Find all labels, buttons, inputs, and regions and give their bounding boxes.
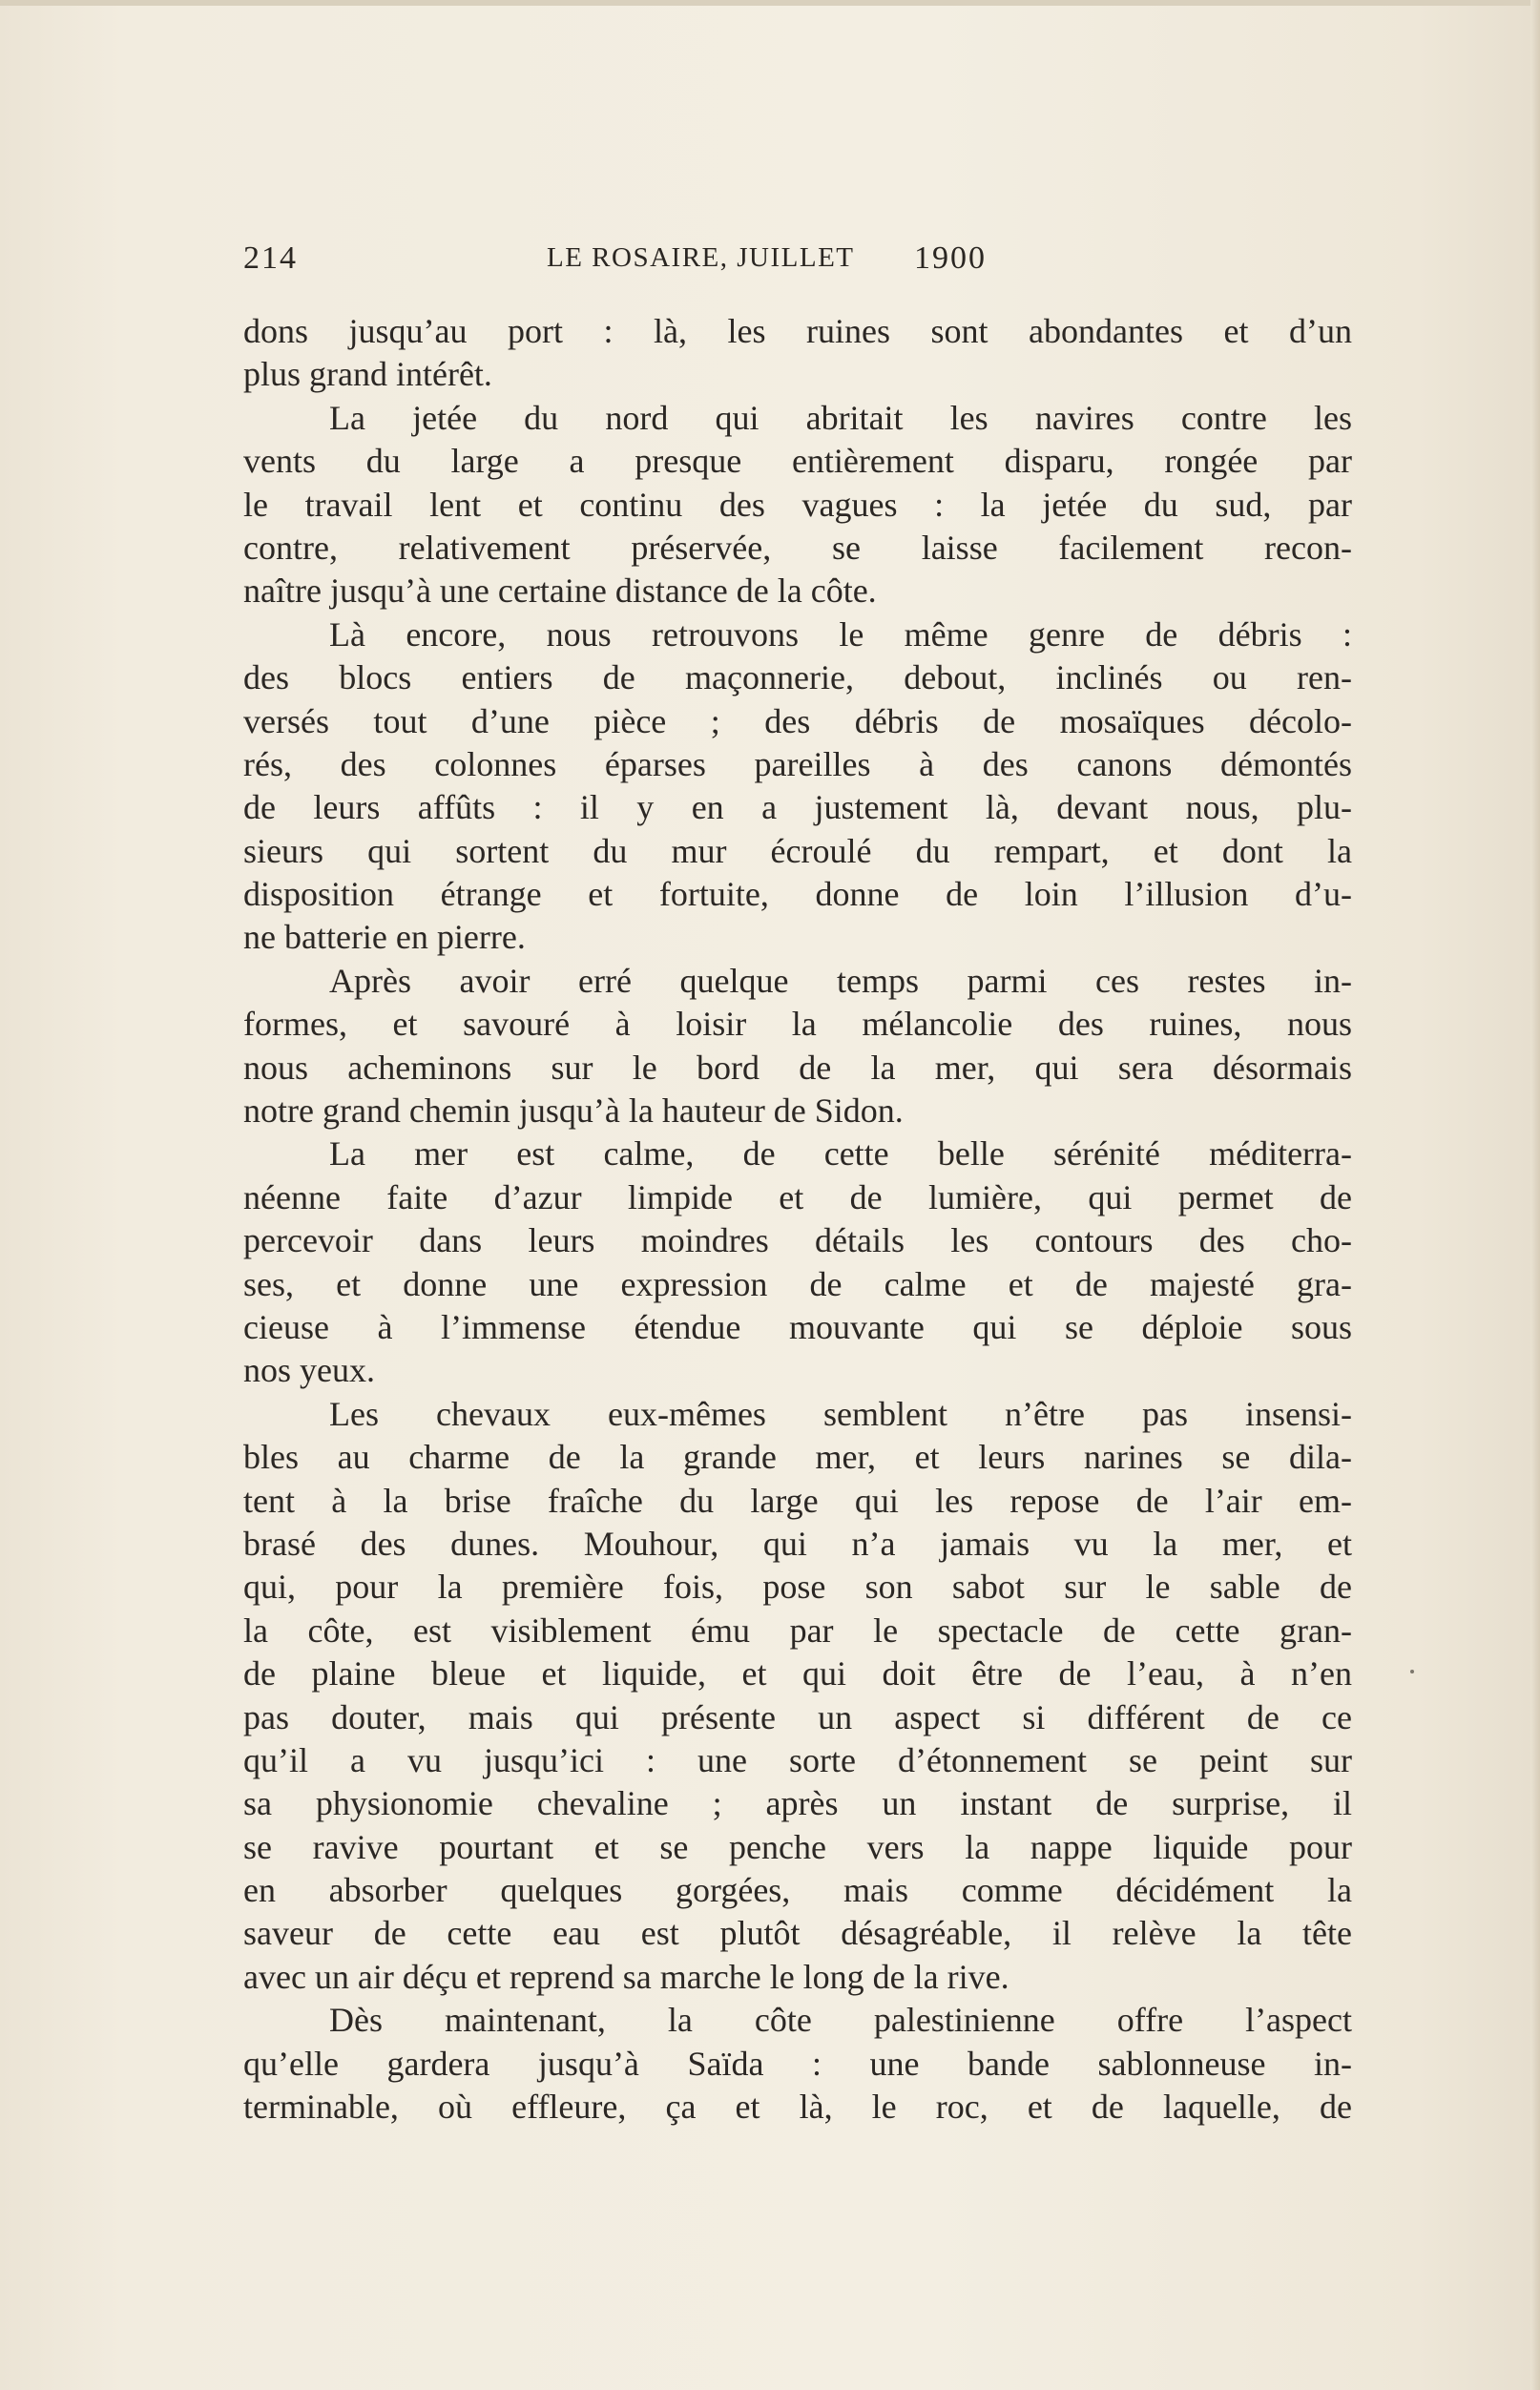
text-line: rés, des colonnes éparses pareilles à des canons démontés [243, 744, 1352, 783]
text-line: terminable, où effleure, ça et là, le roc, et de laquelle, de [243, 2088, 1352, 2127]
text-line: ne batterie en pierre. [243, 918, 526, 957]
running-header [243, 240, 1026, 282]
text-line: sieurs qui sortent du mur écroulé du rempart, et dont la [243, 831, 1352, 870]
text-line: notre grand chemin jusqu’à la hauteur de Sidon. [243, 1091, 904, 1131]
text-line: versés tout d’une pièce ; des débris de mosaïques décolo- [243, 701, 1352, 740]
text-line: disposition étrange et fortuite, donne de loin l’illusion d’u- [243, 875, 1352, 914]
text-line: tent à la brise fraîche du large qui les repose de l’air em- [243, 1481, 1352, 1520]
text-line: ses, et donne une expression de calme et de majesté gra- [243, 1264, 1352, 1303]
text-line: cieuse à l’immense étendue mouvante qui se déploie sous [243, 1307, 1352, 1346]
text-line: Dès maintenant, la côte palestinienne offre l’aspect [329, 2001, 1352, 2040]
running-title: LE ROSAIRE, JUILLET [547, 242, 855, 273]
text-line: Les chevaux eux-mêmes semblent n’être pas insensi- [329, 1394, 1352, 1433]
paper-speck [1410, 1670, 1414, 1673]
text-line: nos yeux. [243, 1351, 375, 1390]
page-top-edge [0, 0, 1540, 6]
text-line: se ravive pourtant et se penche vers la nappe liquide pour [243, 1827, 1352, 1866]
page-right-edge [1530, 0, 1540, 2390]
text-line: vents du large a presque entièrement disparu, rongée par [243, 442, 1352, 481]
text-line: la côte, est visiblement ému par le spectacle de cette gran- [243, 1611, 1352, 1650]
text-line: La mer est calme, de cette belle sérénité méditerra- [329, 1134, 1352, 1174]
text-line: qu’elle gardera jusqu’à Saïda : une bande sablonneuse in- [243, 2044, 1352, 2083]
text-line: brasé des dunes. Mouhour, qui n’a jamais vu la mer, et [243, 1524, 1352, 1563]
text-line: formes, et savouré à loisir la mélancolie des ruines, nous [243, 1005, 1352, 1044]
text-line: saveur de cette eau est plutôt désagréable, il relève la tête [243, 1914, 1352, 1953]
text-line: contre, relativement préservée, se laisse facilement recon- [243, 528, 1352, 567]
text-line: le travail lent et continu des vagues : la jetée du sud, par [243, 485, 1352, 524]
text-line: de plaine bleue et liquide, et qui doit être de l’eau, à n’en [243, 1654, 1352, 1694]
running-year: 1900 [914, 240, 987, 276]
text-line: qu’il a vu jusqu’ici : une sorte d’étonnement se peint sur [243, 1740, 1352, 1779]
text-line: des blocs entiers de maçonnerie, debout, inclinés ou ren- [243, 658, 1352, 697]
text-line: en absorber quelques gorgées, mais comme décidément la [243, 1871, 1352, 1910]
text-line: percevoir dans leurs moindres détails les contours des cho- [243, 1221, 1352, 1260]
text-line: plus grand intérêt. [243, 355, 492, 394]
text-line: pas douter, mais qui présente un aspect si différent de ce [243, 1697, 1352, 1736]
text-line: bles au charme de la grande mer, et leurs narines se dila- [243, 1438, 1352, 1477]
body-text [243, 310, 1352, 2129]
text-line: néenne faite d’azur limpide et de lumière, qui permet de [243, 1177, 1352, 1216]
text-line: dons jusqu’au port : là, les ruines sont abondantes et d’un [243, 312, 1352, 350]
text-line: Là encore, nous retrouvons le même genre de débris : [329, 614, 1352, 654]
text-line: avec un air déçu et reprend sa marche le long de la rive. [243, 1957, 1009, 1996]
text-line: naître jusqu’à une certaine distance de la côte. [243, 572, 877, 611]
text-line: La jetée du nord qui abritait les navires contre les [329, 398, 1352, 437]
text-line: nous acheminons sur le bord de la mer, qui sera désormais [243, 1048, 1352, 1087]
text-line: Après avoir erré quelque temps parmi ces restes in- [329, 961, 1352, 1000]
page-number: 214 [243, 240, 298, 276]
text-line: de leurs affûts : il y en a justement là, devant nous, plu- [243, 788, 1352, 827]
text-line: sa physionomie chevaline ; après un instant de surprise, il [243, 1784, 1352, 1823]
text-line: qui, pour la première fois, pose son sabot sur le sable de [243, 1568, 1352, 1607]
